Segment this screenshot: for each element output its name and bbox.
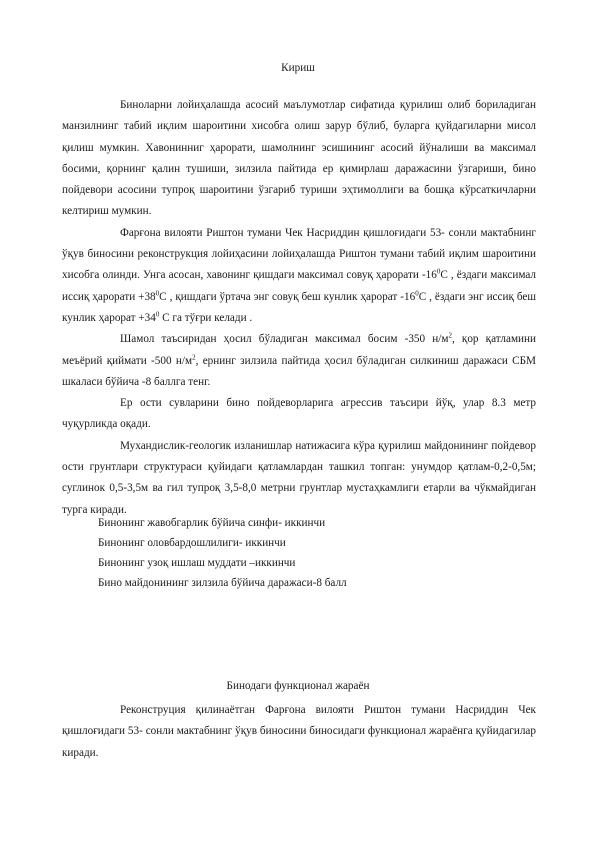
list-item: Бинонинг оловбардошлилиги- иккинчи: [98, 537, 286, 549]
paragraph-geology: Мухандислик-геологик изланишлар натижасига кўра қурилиш майдонининг пойдевор ости грунтлари структураси қуйидаги қатламлардан ташкил топган: унумдор қатлам-0,2-0,5м; суглинок 0,5-3,5м ва гил тупроқ 3,5-8,0 метрни грунтлар мустаҳкамлиги етарли ва чўкмайдиган турга киради.: [62, 439, 536, 516]
paragraph-wind-snow-seismic: Шамол таъсиридан ҳосил бўладиган максимал босим -350 $н/м^2$, қор қатламини меъёрий қиймати -500 $н/м^2$, ернинг зилзила пайтида ҳосил бўладиган силкиниш даражаси СБМ шкаласи бўйича -8 баллга тенг.: [62, 331, 536, 388]
list-item: Бинонинг узоқ ишлаш муддати –иккинчи: [98, 557, 296, 569]
list-item: Бинонинг жавобгарлик бўйича синфи- иккинчи: [98, 517, 326, 529]
building-characteristics-list: [98, 513, 538, 593]
section-title-introduction: Кириш: [281, 62, 315, 74]
paragraph-temperatures: Фарғона вилояти Риштон тумани Чек Насриддин қишлоғидаги 53- сонли мактабнинг ўқув биносини реконструкция лойиҳасини лойиҳалашда Риштон тумани табий иқлим шароитини хисобга олинди. Унга асосан, хавонинг қишдаги максимал совуқ ҳарорати $-16^0С$ , ёздаги максимал иссиқ ҳарорати $+38^0С$ , қишдаги ўртача энг совуқ беш кунлик ҳарорат $-16^0С$ , ёздаги энг иссиқ беш кунлик ҳарорат $+34^0$ С га тўғри келади .: [62, 226, 537, 324]
paragraph-climate-data: Биноларни лойиҳалашда асосий маълумотлар сифатида қурилиш олиб бориладиган манзилнинг табий иқлим шароитини хисобга олиш зарур бўлиб, буларга қуйдагиларни мисол қилиш мумкин. Хавонинниг ҳарорати, шамолнинг эсишининг асосий йўналиши ва максимал босими, қорнинг қалин тушиши, зилзила пайтида ер қимирлаш даражасини ўзгариши, бино пойдевори асосини тупроқ шароитини ўзгариб туриши эҳтимоллиги ва бошқа кўрсаткичларни келтириш мумкин.: [62, 99, 536, 218]
functional-process-body: [62, 700, 536, 764]
paragraph-functional-process: Реконструция қилинаётган Фарғона вилояти Риштон тумани Насриддин Чек қишлоғидаги 53- сонли мактабнинг ўқув биносини биносидаги функционал жараёнга қуйидагилар киради.: [62, 704, 536, 759]
introduction-body: [62, 95, 536, 521]
section-title-functional-process: Бинодаги функционал жараён: [226, 680, 370, 692]
paragraph-groundwater: Ер ости сувларини бино пойдеворларига агрессив таъсири йўқ, улар 8.3 метр чуқурликда оқади.: [62, 397, 536, 431]
list-item: Бино майдонининг зилзила бўйича даражаси-8 балл: [98, 577, 347, 589]
